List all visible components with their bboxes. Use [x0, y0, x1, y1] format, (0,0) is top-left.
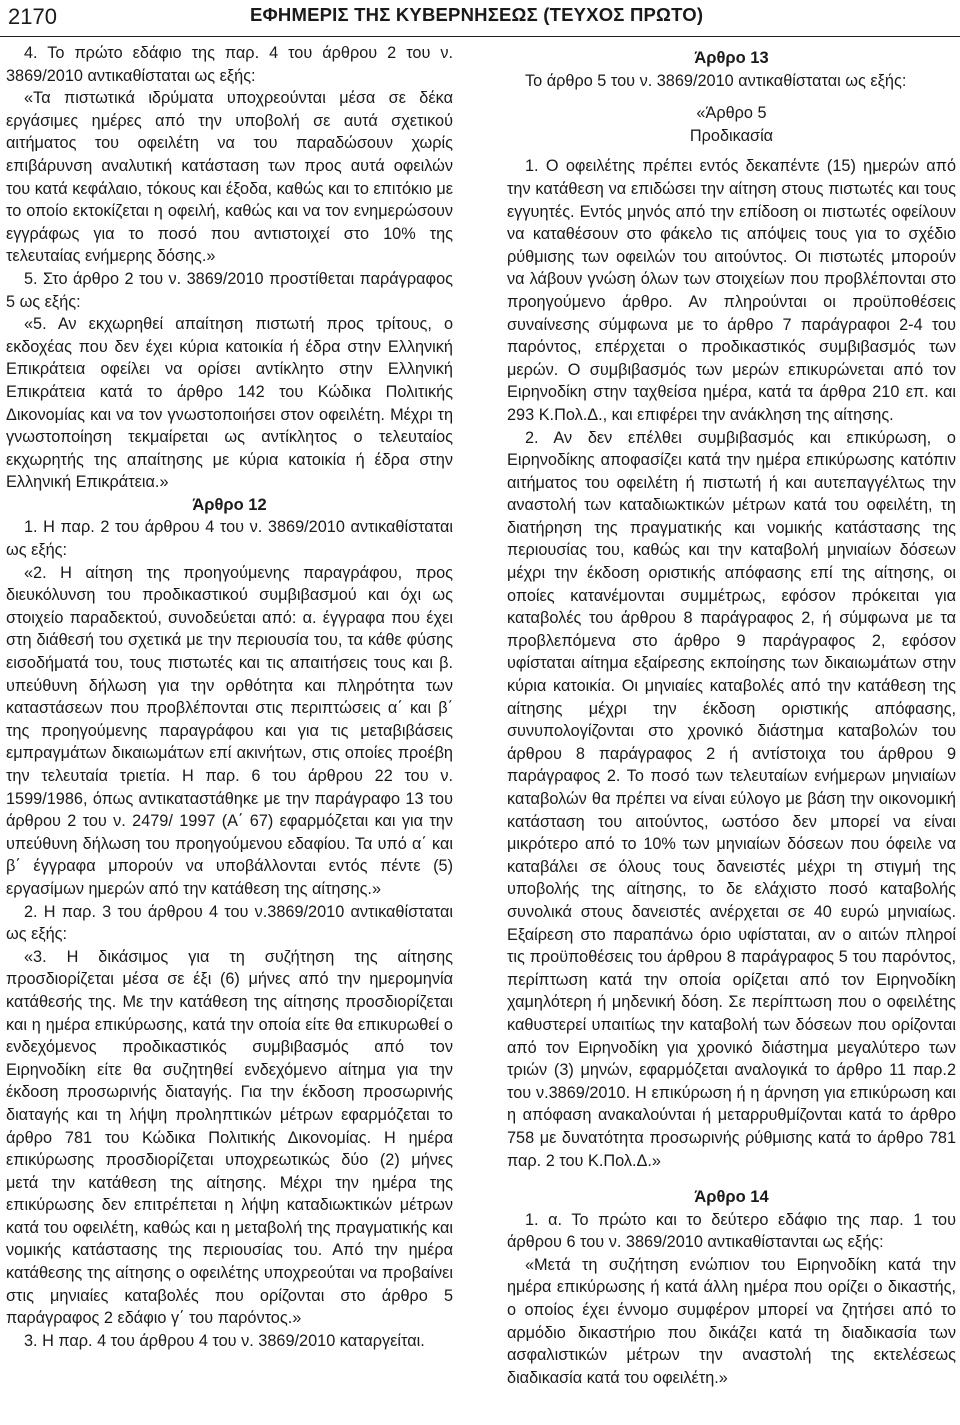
- paragraph: 1. Η παρ. 2 του άρθρου 4 του ν. 3869/2010 αντικαθίσταται ως εξής:: [6, 518, 453, 560]
- article-heading: Άρθρο 12: [192, 495, 267, 514]
- paragraph: 2. Αν δεν επέλθει συμβιβασμός και επικύρωση, ο Ειρηνοδίκης αποφασίζει κατά την ημέρα επικύρωσης κατόπιν αιτήματος του οφειλέτη ή πιστωτή ή και αυτεπαγγέλτως την αναστολή των καταδιωκτικών μέτρων κατά του οφειλέτη, τη διατήρηση της πραγματικής και νομικής κατάστασης της περιουσίας του, καθώς και την καταβολή μηνιαίων δόσεων μέχρι την έκδοση οριστικής απόφασης επί της αίτησης, οι οποίες κατανέμονται συμμέτρως, εφόσον πρόκειται για καταβολές του άρθρου 8 παράγραφος 2, ή σύμφωνα με τα προβλεπόμενα στο άρθρο 9 παράγραφος 2, εφόσον υφίσταται αίτημα εξαίρεσης εκποίησης των δικαιωμάτων στην κύρια κατοικία. Οι μηνιαίες καταβολές από την κατάθεση της αίτησης μέχρι την έκδοση οριστικής απόφασης, συνυπολογίζονται στο χρονικό διάστημα καταβολών του άρθρου 8 παράγραφος 2 ή αντίστοιχα του άρθρου 9 παράγραφος 2. Το ποσό των τελευταίων ενήμερων μηνιαίων καταβολών θα πρέπει να είναι εύλογο με βάση την οικονομική κατάσταση του αιτούντος, ωστόσο δεν μπορεί να είναι μικρότερο από το 10% των μηνιαίων δόσεων που όφειλε να καταβάλει σε όλους τους δανειστές μέχρι τη στιγμή της υποβολής της αίτησης, το δε ελάχιστο ποσό καταβολής συνολικά στους δανειστές ανέρχεται σε 40 ευρώ μηνιαίως. Εξαίρεση στο παραπάνω όριο υφίσταται, αν ο αιτών πληροί τις προϋποθέσεις του άρθρου 8 παράγραφος 5 του παρόντος, περίπτωση κατά την οποία ορίζεται από τον Ειρηνοδίκη χαμηλότερη ή μηδενική δόση. Σε περίπτωση που ο οφειλέτης καθυστερεί υπαιτίως την καταβολή των δόσεων που ορίζονται από τον Ειρηνοδίκη για χρονικό διάστημα μεγαλύτερο των τριών (3) μηνών, εφαρμόζεται αναλογικά το άρθρο 11 παρ.2 του ν.3869/2010. Η επικύρωση ή η άρνηση για επικύρωση και η απόφαση ανακαλούνται ή μεταρρυθμίζονται κατά το άρθρο 758 με δυνατότητα προσωρινής ρύθμισης κατά το άρθρο 781 παρ. 2 του Κ.Πολ.Δ.»: [507, 428, 956, 1170]
- paragraph: 3. Η παρ. 4 του άρθρου 4 του ν. 3869/2010 καταργείται.: [24, 1331, 425, 1350]
- quoted-article-subtitle: Προδικασία: [689, 126, 774, 145]
- paragraph: «Τα πιστωτικά ιδρύματα υποχρεούνται μέσα σε δέκα εργάσιμες ημέρες από την υποβολή σε αυτά σχετικού αιτήματος του οφειλέτη να του παραδώσουν χωρίς επιβάρυνση αναλυτική κατάσταση των προς αυτά οφειλών του κατά κεφάλαιο, τόκους και έξοδα, καθώς και το επιτόκιο με το οποίο εκτοκίζεται η οφειλή, καθώς και να τον ενημερώσουν εγγράφως για το ποσό που αντιστοιχεί στο 10% της τελευταίας ενήμερης δόσης.»: [6, 89, 453, 266]
- paragraph: «2. Η αίτηση της προηγούμενης παραγράφου, προς διευκόλυνση του προδικαστικού συμβιβασμού και όχι ως στοιχείο παραδεκτού, συνοδεύεται από: α. έγγραφα που έχει στη διάθεσή του σχετικά με την περιουσία του, τα κάθε φύσης εισοδήματά του, τους πιστωτές και τις απαιτήσεις τους και β. υπεύθυνη δήλωση για την ορθότητα και πληρότητα των καταστάσεων που προβλέπονται στις περιπτώσεις α΄ και β΄ της προηγούμενης παραγράφου και για τις μεταβιβάσεις εμπραγμάτων δικαιωμάτων επί ακινήτων, στις οποίες προέβη την τελευταία τριετία. Η παρ. 6 του άρθρου 22 του ν. 1599/1986, όπως αντικαταστάθηκε με την παράγραφο 13 του άρθρου 2 του ν. 2479/ 1997 (Α΄ 67) εφαρμόζεται και για την υπεύθυνη δήλωση του προηγούμενου εδαφίου. Τα υπό α΄ και β΄ έγγραφα μπορούν να υποβάλλονται εντός πέντε (5) εργασίμων ημερών από την κατάθεση της αίτησης.»: [6, 563, 453, 898]
- paragraph: 4. Το πρώτο εδάφιο της παρ. 4 του άρθρου 2 του ν. 3869/2010 αντικαθίσταται ως εξής:: [6, 44, 453, 85]
- article-heading: Άρθρο 14: [694, 1188, 769, 1207]
- article-heading: Άρθρο 13: [694, 49, 769, 67]
- page-header: [0, 0, 960, 37]
- paragraph: 1. α. Το πρώτο και το δεύτερο εδάφιο της παρ. 1 του άρθρου 6 του ν. 3869/2010 αντικαθίστανται ως εξής:: [507, 1210, 956, 1252]
- right-column: [507, 42, 956, 1389]
- paragraph: «Μετά τη συζήτηση ενώπιον του Ειρηνοδίκη κατά την ημέρα επικύρωσης ή κατά άλλη ημέρα που ορίζει ο δικαστής, ο οποίος έχει έννομο συμφέρον μπορεί να ζητήσει από το αρμόδιο δικαστήριο που δικάζει κατά τη διαδικασία των ασφαλιστικών μέτρων την αναστολή της εκτελέσεως διαδικασία κατά του οφειλέτη.»: [507, 1255, 956, 1387]
- paragraph: 2. Η παρ. 3 του άρθρου 4 του ν.3869/2010 αντικαθίσταται ως εξής:: [6, 902, 453, 944]
- paragraph: «5. Αν εκχωρηθεί απαίτηση πιστωτή προς τρίτους, ο εκδοχέας που δεν έχει κύρια κατοικία ή έδρα στην Ελληνική Επικράτεια οφείλει να ορίσει αντίκλητο στην Ελληνική Επικράτεια κατά το άρθρο 142 του Κώδικα Πολιτικής Δικονομίας και να τον γνωστοποιήσει στον οφειλέτη. Μέχρι τη γνωστοποίηση τεκμαίρεται ως αντίκλητος ο τελευταίος εκχωρητής της απαίτησης με κύρια κατοικία ή έδρα στην Ελληνική Επικράτεια.»: [6, 315, 453, 492]
- paragraph: Το άρθρο 5 του ν. 3869/2010 αντικαθίσταται ως εξής:: [525, 71, 907, 90]
- left-column: [6, 42, 453, 1352]
- paragraph: 5. Στο άρθρο 2 του ν. 3869/2010 προστίθεται παράγραφος 5 ως εξής:: [6, 269, 453, 311]
- running-title: ΕΦΗΜΕΡΙΣ ΤΗΣ ΚΥΒΕΡΝΗΣΕΩΣ (ΤΕΥΧΟΣ ΠΡΩΤΟ): [250, 4, 704, 25]
- quoted-article-title: «Άρθρο 5: [696, 104, 767, 123]
- paragraph: «3. Η δικάσιμος για τη συζήτηση της αίτησης προσδιορίζεται μέσα σε έξι (6) μήνες από την ημερομηνία κατάθεσής της. Με την κατάθεση της αίτησης προσδιορίζεται και η ημέρα επικύρωσης, κατά την οποία είτε θα επικυρωθεί ο ενδεχόμενος προδικαστικός συμβιβασμός από τον Ειρηνοδίκη είτε θα συζητηθεί ενδεχόμενο αίτημα για την έκδοση προσωρινής διαταγής. Για την έκδοση προσωρινής διαταγής και τη λήψη προληπτικών μέτρων εφαρμόζεται το άρθρο 781 του Κώδικα Πολιτικής Δικονομίας. Η ημέρα επικύρωσης προσδιορίζεται υποχρεωτικώς δύο (2) μήνες μετά την κατάθεση της αίτησης. Μέχρι την ημέρα της επικύρωσης δεν επιτρέπεται η λήψη καταδιωκτικών μέτρων κατά του οφειλέτη, καθώς και η μεταβολή της πραγματικής και νομικής κατάστασης της περιουσίας του. Από την ημέρα κατάθεσης της αίτησης ο οφειλέτης υποχρεούται να προβαίνει στις μηνιαίες καταβολές που ορίζονται στο άρθρο 5 παράγραφος 2 εδάφιο γ΄ του παρόντος.»: [6, 947, 453, 1328]
- page-number: 2170: [8, 4, 57, 29]
- paragraph: 1. Ο οφειλέτης πρέπει εντός δεκαπέντε (15) ημερών από την κατάθεση να επιδώσει την αίτηση στους πιστωτές και τους εγγυητές. Εντός μηνός από την επίδοση οι πιστωτές οφείλουν να καταθέσουν στο φάκελο τις απόψεις τους για το σχέδιο ρύθμισης των οφειλών του αιτούντος. Οι πιστωτές μπορούν να λάβουν γνώση όλων των στοιχείων που προβλέπονται στο προηγούμενο άρθρο. Αν πληρούνται οι προϋποθέσεις συναίνεσης σύμφωνα με το άρθρο 7 παράγραφοι 2-4 του παρόντος, επέρχεται ο προδικαστικός συμβιβασμός των μερών. Ο συμβιβασμός των μερών επικυρώνεται από τον Ειρηνοδίκη στην ταχθείσα ημέρα, κατά τα άρθρα 210 επ. και 293 Κ.Πολ.Δ., και επιφέρει την ανάκληση της αίτησης.: [507, 157, 956, 424]
